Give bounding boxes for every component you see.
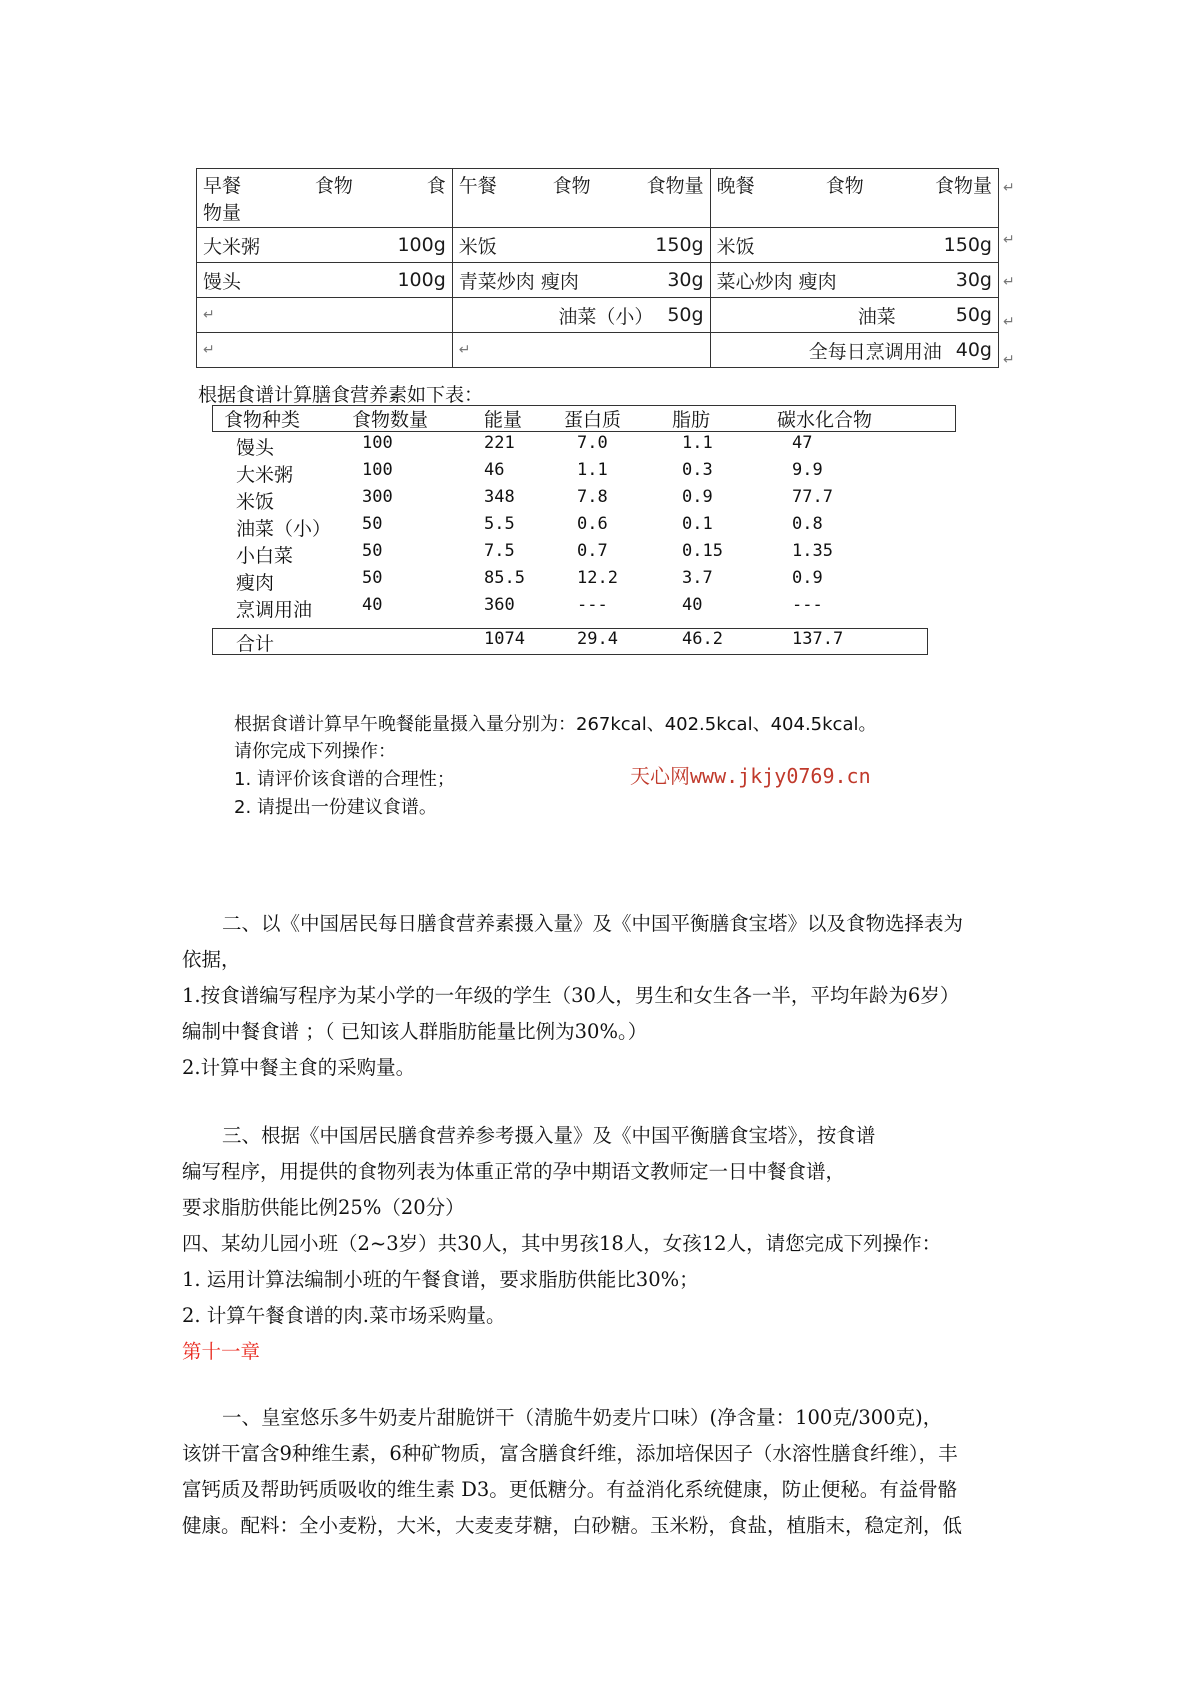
dinner-qty-label: 食物量: [934, 175, 992, 197]
paragraph-mark-icon: ↵: [1003, 232, 1015, 248]
menu-row: [197, 333, 999, 368]
nutrition-row-label: 瘦肉: [236, 572, 275, 594]
col-header: 脂肪: [672, 409, 711, 431]
q3-line-1: 三、根据《中国居民膳食营养参考摄入量》及《中国平衡膳食宝塔》，按食谱: [222, 1124, 876, 1147]
menu-cell: [710, 263, 998, 298]
col-header: 食物数量: [352, 409, 429, 431]
food-qty: 50g: [667, 304, 704, 326]
food-qty: 50g: [955, 304, 992, 326]
paragraph-mark-icon: ↵: [1003, 274, 1015, 290]
menu-cell: [452, 333, 710, 368]
task-item-1: 1. 请评价该食谱的合理性；: [234, 769, 455, 790]
food-qty: 100g: [397, 234, 446, 256]
food-name: 油菜: [857, 305, 896, 328]
nutrition-row-value: 360: [484, 595, 515, 615]
dinner-label: 晚餐: [716, 175, 755, 197]
nutrition-row-value: 40: [362, 595, 383, 615]
lunch-food-label: 食物: [552, 175, 591, 197]
nutrition-row-value: 50: [362, 568, 383, 588]
c1-line-1: 一、皇室悠乐多牛奶麦片甜脆饼干（清脆牛奶麦片口味）(净含量：100克/300克)，: [222, 1406, 943, 1429]
nutrition-row-value: 221: [484, 433, 515, 453]
nutrition-row-value: 0.6: [577, 514, 608, 534]
paragraph-mark-icon: ↵: [458, 342, 471, 358]
menu-cell: [197, 263, 453, 298]
nutrition-row-value: 3.7: [682, 568, 713, 588]
nutrition-row-label: 馒头: [236, 437, 275, 459]
nutrition-row-value: 50: [362, 514, 383, 534]
col-header: 能量: [484, 409, 523, 431]
food-qty: 40g: [955, 339, 992, 361]
nutrition-row-value: 348: [484, 487, 515, 507]
dinner-header: [710, 169, 998, 228]
nutrition-row-label: 米饭: [236, 491, 275, 513]
food-name: 全每日烹调用油: [808, 340, 942, 363]
food-name: 馒头: [203, 270, 242, 293]
nutrition-row-value: 7.0: [577, 433, 608, 453]
nutrition-caption: 根据食谱计算膳食营养素如下表：: [198, 384, 484, 406]
col-header: 碳水化合物: [777, 409, 873, 431]
meal-menu-table: [196, 168, 999, 368]
paragraph-mark-icon: ↵: [1003, 314, 1015, 330]
nutrition-row-value: 0.8: [792, 514, 823, 534]
nutrition-row-value: 46: [484, 460, 505, 480]
q2-line-3: 1.按食谱编写程序为某小学的一年级的学生（30人，男生和女生各一半，平均年龄为6岁）: [182, 984, 960, 1007]
food-name: 大米粥: [203, 235, 261, 258]
q3-line-3: 要求脂肪供能比例25%（20分）: [182, 1196, 465, 1219]
menu-cell: [710, 228, 998, 263]
q4-line-3: 2. 计算午餐食谱的肉.菜市场采购量。: [182, 1304, 506, 1327]
q2-line-4: 编制中餐食谱 ；（ 已知该人群脂肪能量比例为30%。）: [182, 1020, 648, 1043]
nutrition-row-value: ---: [792, 595, 823, 615]
food-qty: 150g: [943, 234, 992, 256]
nutrition-row-value: ---: [577, 595, 608, 615]
nutrition-row-value: 77.7: [792, 487, 833, 507]
paragraph-mark-icon: ↵: [203, 307, 215, 323]
nutrition-row-value: 7.5: [484, 541, 515, 561]
nutrition-row-label: 油菜（小）: [236, 518, 332, 540]
nutrition-row-value: 100: [362, 433, 393, 453]
food-name: 米饭: [458, 235, 497, 258]
nutrition-row-label: 烹调用油: [236, 599, 313, 621]
q2-line-5: 2.计算中餐主食的采购量。: [182, 1056, 416, 1079]
col-header: 蛋白质: [564, 409, 622, 431]
nutrition-total-value: 137.7: [792, 629, 844, 649]
nutrition-row-value: 1.35: [792, 541, 833, 561]
nutrition-row-value: 40: [682, 595, 703, 615]
nutrition-row-value: 7.8: [577, 487, 608, 507]
breakfast-qty-label-cont: 物量: [203, 202, 242, 224]
nutrition-row-label: 大米粥: [236, 464, 294, 486]
menu-cell: [710, 333, 998, 368]
lunch-label: 午餐: [458, 175, 497, 197]
nutrition-row-value: 1.1: [682, 433, 713, 453]
q4-line-2: 1. 运用计算法编制小班的午餐食谱，要求脂肪供能比30%；: [182, 1268, 699, 1291]
nutrition-row-value: 0.7: [577, 541, 608, 561]
task-item-2: 2. 请提出一份建议食谱。: [234, 797, 437, 818]
c1-line-4: 健康。配料：全小麦粉，大米，大麦麦芽糖，白砂糖。玉米粉，食盐，植脂末，稳定剂，低: [182, 1514, 963, 1537]
q2-line-1: 二、以《中国居民每日膳食营养素摄入量》及《中国平衡膳食宝塔》以及食物选择表为: [222, 912, 964, 935]
nutrition-row-value: 85.5: [484, 568, 525, 588]
nutrition-row-value: 47: [792, 433, 813, 453]
menu-cell: [197, 333, 453, 368]
chapter-heading: 第十一章: [182, 1340, 261, 1363]
breakfast-header: [197, 169, 453, 228]
menu-row: [197, 228, 999, 263]
food-name: 米饭: [716, 235, 755, 258]
nutrition-row-value: 50: [362, 541, 383, 561]
nutrition-row-value: 9.9: [792, 460, 823, 480]
nutrition-row-value: 5.5: [484, 514, 515, 534]
nutrition-total-value: 29.4: [577, 629, 618, 649]
food-name: 青菜炒肉 瘦肉: [458, 270, 579, 293]
nutrition-row-value: 0.9: [792, 568, 823, 588]
nutrition-row-value: 0.1: [682, 514, 713, 534]
food-name: 油菜（小）: [558, 305, 654, 328]
nutrition-row-value: 12.2: [577, 568, 618, 588]
nutrition-row-value: 1.1: [577, 460, 608, 480]
c1-line-3: 富钙质及帮助钙质吸收的维生素 D3。更低糖分。有益消化系统健康，防止便秘。有益骨骼: [182, 1478, 958, 1501]
breakfast-label: 早餐: [203, 175, 242, 197]
dinner-food-label: 食物: [825, 175, 864, 197]
q2-line-2: 依据，: [182, 948, 241, 971]
paragraph-mark-icon: ↵: [1003, 180, 1015, 196]
menu-cell: [197, 298, 453, 333]
menu-header-row: [197, 169, 999, 228]
q3-line-2: 编写程序，用提供的食物列表为体重正常的孕中期语文教师定一日中餐食谱，: [182, 1160, 846, 1183]
nutrition-total-value: 46.2: [682, 629, 723, 649]
menu-cell: [452, 263, 710, 298]
food-qty: 30g: [955, 269, 992, 291]
breakfast-qty-label: 食: [426, 175, 446, 197]
nutrition-row-value: 0.3: [682, 460, 713, 480]
task-line: 请你完成下列操作：: [234, 741, 396, 762]
food-qty: 100g: [397, 269, 446, 291]
food-name: 菜心炒肉 瘦肉: [716, 270, 837, 293]
menu-row: [197, 263, 999, 298]
nutrition-row-value: 300: [362, 487, 393, 507]
breakfast-food-label: 食物: [314, 175, 353, 197]
lunch-header: [452, 169, 710, 228]
c1-line-2: 该饼干富含9种维生素，6种矿物质，富含膳食纤维，添加培保因子（水溶性膳食纤维），丰: [182, 1442, 958, 1465]
watermark: 天心网www.jkjy0769.cn: [630, 764, 871, 788]
menu-cell: [197, 228, 453, 263]
nutrition-total-value: 1074: [484, 629, 525, 649]
lunch-qty-label: 食物量: [646, 175, 704, 197]
paragraph-mark-icon: ↵: [203, 342, 215, 358]
menu-cell: [710, 298, 998, 333]
menu-cell: [452, 228, 710, 263]
food-qty: 30g: [667, 269, 704, 291]
nutrition-row-value: 0.9: [682, 487, 713, 507]
menu-row: [197, 298, 999, 333]
nutrition-row-label: 小白菜: [236, 545, 294, 567]
menu-cell: [452, 298, 710, 333]
paragraph-mark-icon: ↵: [1003, 352, 1015, 368]
energy-line: 根据食谱计算早午晚餐能量摄入量分别为：267kcal、402.5kcal、404.5kcal。: [234, 714, 877, 735]
nutrition-total-label: 合计: [236, 633, 275, 655]
food-qty: 150g: [655, 234, 704, 256]
q4-line-1: 四、某幼儿园小班（2~3岁）共30人，其中男孩18人，女孩12人，请您完成下列操作：: [182, 1232, 942, 1255]
col-header: 食物种类: [224, 409, 301, 431]
nutrition-row-value: 0.15: [682, 541, 723, 561]
nutrition-row-value: 100: [362, 460, 393, 480]
